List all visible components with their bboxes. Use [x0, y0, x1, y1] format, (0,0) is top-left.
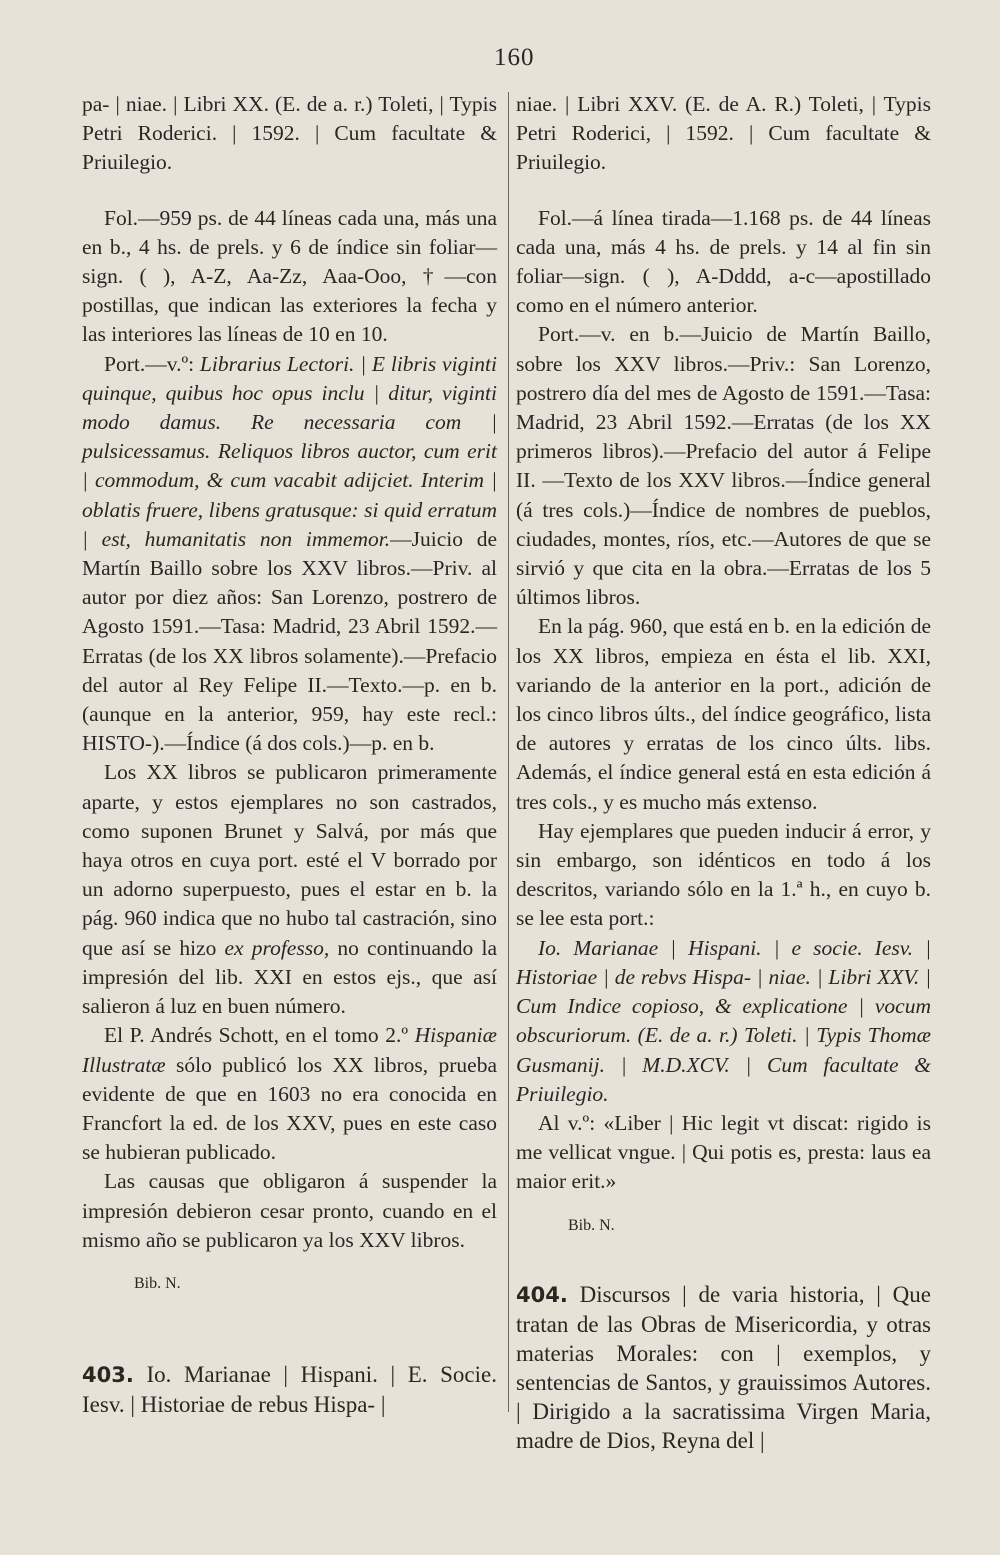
note-paragraph-schott: [82, 1021, 497, 1167]
collation-paragraph-right: Fol.—á línea tirada—1.168 ps. de 44 líneas cada una, más 4 hs. de prels. y 14 al fin sin foliar—sign. ( ), A-Dddd, a-c—apostillado como en el número anterior.: [516, 205, 931, 318]
contents-paragraph-right: Port.—v. en b.—Juicio de Martín Baillo, sobre los XXV libros.—Priv.: San Lorenzo, postrero día del mes de Agosto de 1591.—Tasa: Madrid, 23 Abril 1592.—Erratas (de los XX primeros libros).—Prefacio del autor á Felipe II. —Texto de los XXV libros.—Índice general (á tres cols.)—Índice de nombres de pueblos, ciudades, montes, ríos, etc.—Autores de que se sirvió y que cita en la obra.—Erratas de los 5 últimos libros.: [516, 322, 931, 610]
note-paragraph-right: En la pág. 960, que está en b. en la edición de los XX libros, empieza en ésta el lib. XXI, variando de la anterior en la port., adición de los cinco libros últs., del índice geográfico, lista de autores y erratas de los cinco últs. libs. Además, el índice general está en esta edición á tres cols., y es mucho más extenso.: [516, 614, 931, 814]
entry-title-continuation: pa- | niae. | Libri XX. (E. de a. r.) Toleti, | Typis Petri Roderici. | 1592. | Cum facultate & Priuilegio.: [82, 92, 497, 175]
entry-403: [82, 1360, 497, 1419]
column-divider: [508, 92, 509, 1412]
entry-number-right: 404.: [516, 1282, 568, 1307]
schott-text: El P. Andrés Schott, en el tomo 2.º: [104, 1023, 415, 1048]
note-paragraph: [82, 758, 497, 1021]
note-text-end: no continuando la impresión del lib. XXI en estos ejs., que así salieron á luz en buen número.: [82, 935, 497, 1019]
schott-italic: Hispaniæ Illustratæ: [82, 1023, 497, 1077]
entry-title-right: Discursos | de varia historia, | Que tratan de las Obras de Misericordia, y otras materias Morales: con | exemplos, y sentencias de Santos, y grauissimos Autores. | Dirigido a la sacratissima Virgen Maria, madre de Dios, Reyna del |: [516, 1281, 931, 1453]
library-reference: Bib. N.: [134, 1274, 181, 1292]
library-reference-right: Bib. N.: [568, 1216, 615, 1234]
entry-number: 403.: [82, 1363, 134, 1388]
contents-lead: Port.—v.º:: [104, 351, 200, 376]
entry-title: Io. Marianae | Hispani. | E. Socie. Iesv. | Historiae de rebus Hispa- |: [82, 1362, 497, 1418]
left-column: [82, 90, 497, 1419]
contents-paragraph: [82, 350, 497, 759]
variant-title: Io. Marianae | Hispani. | e socie. Iesv. | Historiae | de rebvs Hispa- | niae. | Libri XXV. | Cum Indice copioso, & explicatione | vocum obscuriorum. (E. de a. r.) Toleti. | Typis Thomæ Gusmanij. | M.D.XCV. | Cum facultate & Priuilegio.: [516, 935, 931, 1106]
entry-title-continuation-right: niae. | Libri XXV. (E. de A. R.) Toleti, | Typis Petri Roderici, | 1592. | Cum facultate & Priuilegio.: [516, 92, 931, 175]
collation-paragraph: Fol.—959 ps. de 44 líneas cada una, más una en b., 4 hs. de prels. y 6 de índice sin foliar—sign. ( ), A-Z, Aa-Zz, Aaa-Ooo, †—con postillas, que indican las exteriores la fecha y las interiores las líneas de 10 en 10.: [82, 205, 497, 347]
note-text: Los XX libros se publicaron primeramente aparte, y estos ejemplares no son castrados, como suponen Brunet y Salvá, por más que haya otros en cuya port. esté el V borrado por un adorno superpuesto, pues el estar en b. la pág. 960 indica que no hubo tal castración, sino que así se hizo: [82, 760, 497, 960]
contents-rest: —Juicio de Martín Baillo sobre los XXV libros.—Priv. al autor por diez años: San Lorenzo, postrero de Agosto 1591.—Tasa: Madrid, 23 Abril 1592.—Erratas (de los XX libros solamente).—Prefacio del autor al Rey Felipe II.—Texto.—p. en b. (aunque en la anterior, 959, hay este recl.: HISTO-).—Índice (á dos cols.)—p. en b.: [82, 526, 497, 756]
right-column: [516, 90, 931, 1455]
contents-latin: Librarius Lectori. | E libris viginti quinque, quibus hoc opus inclu | ditur, viginti modo damus. Re necessaria com | pulsicessamus. Reliquos libros auctor, cum erit | commodum, & cum vacabit adijciet. Interim | oblatis fruere, libens gratusque: si quid erratum | est, humanitatis non immemor.: [82, 351, 497, 551]
verso-inscription: Al v.º: «Liber | Hic legit vt discat: rigido is me vellicat vngue. | Qui potis es, presta: laus ea maior erit.»: [516, 1110, 931, 1194]
note-italic: ex professo,: [224, 935, 330, 960]
schott-text-end: sólo publicó los XX libros, prueba evidente de que en 1603 no era conocida en Francfort la ed. de los XXV, pues en este caso se hubieran publicado.: [82, 1052, 497, 1165]
entry-404: [516, 1280, 931, 1455]
note-paragraph-causes: Las causas que obligaron á suspender la impresión debieron cesar pronto, cuando en el mismo año se publicaron ya los XXV libros.: [82, 1169, 497, 1252]
variant-note-paragraph: Hay ejemplares que pueden inducir á error, y sin embargo, son idénticos en todo á los descritos, variando sólo en la 1.ª h., en cuyo b. se lee esta port.:: [516, 818, 931, 931]
page-number: 160: [494, 44, 535, 71]
